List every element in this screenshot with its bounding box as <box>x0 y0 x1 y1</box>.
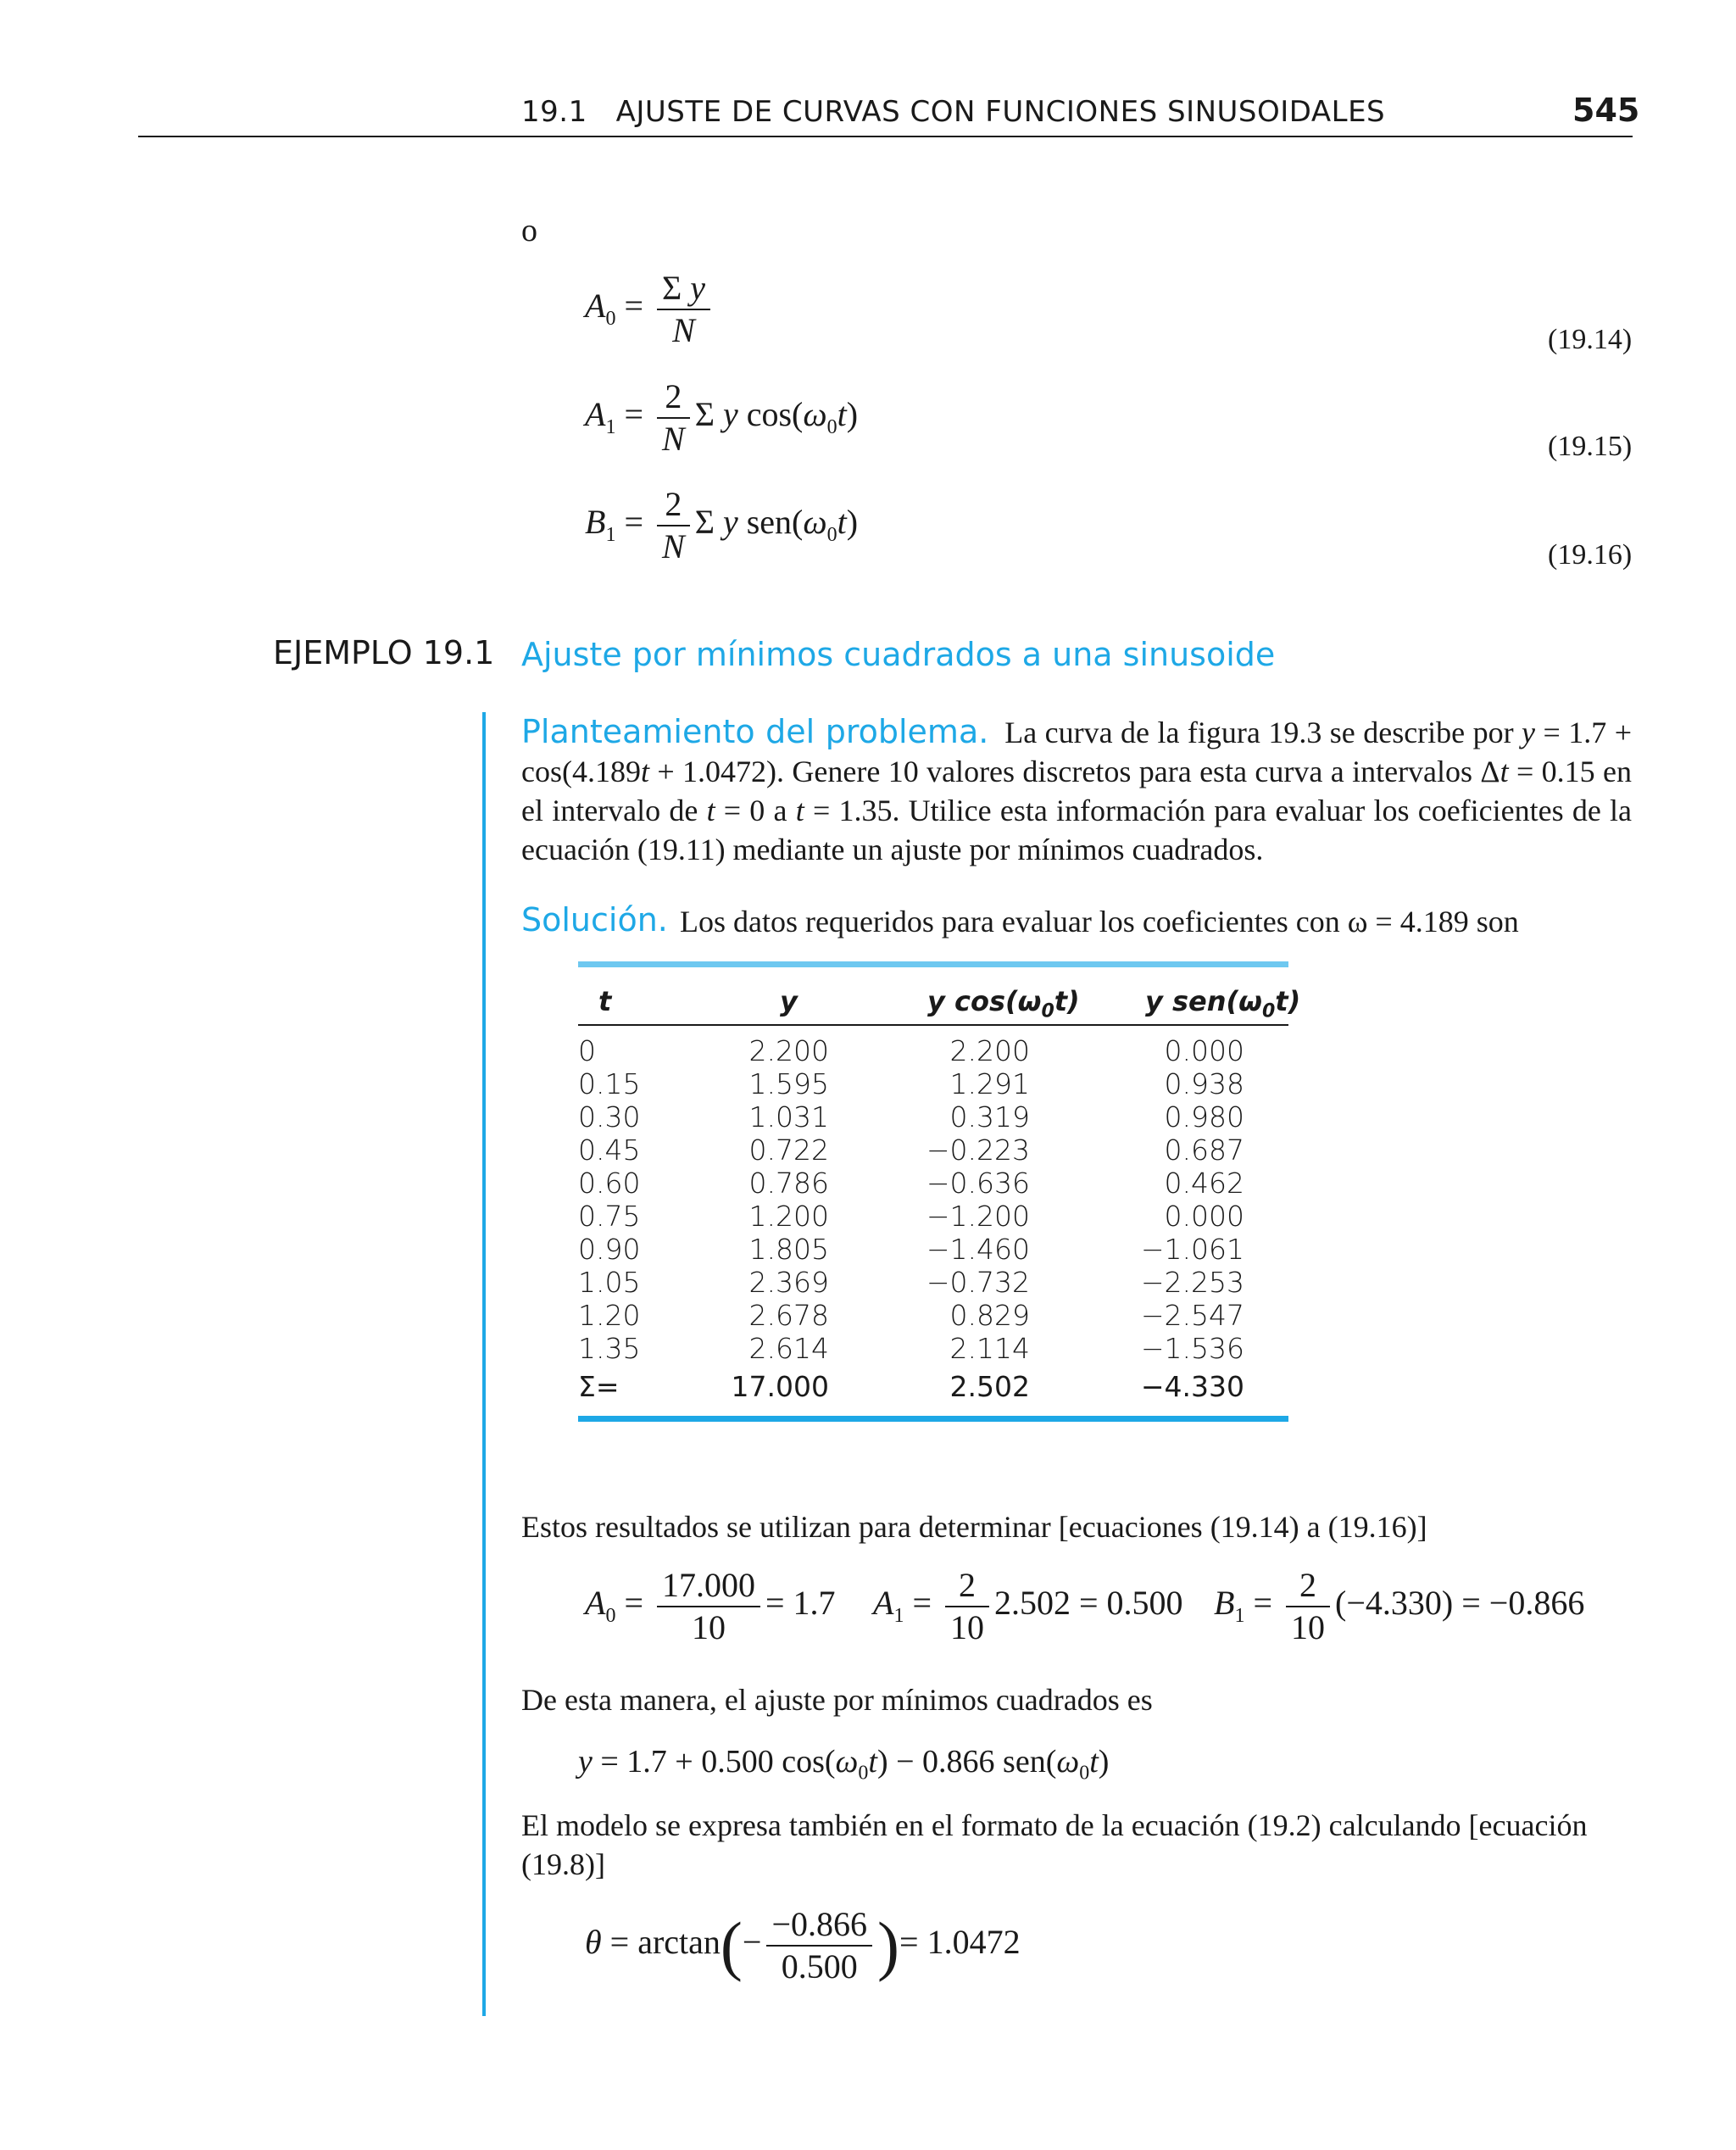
table-header-y: y <box>780 985 798 1017</box>
table-cell: 2.114 <box>949 1332 1030 1365</box>
table-row <box>578 1200 1244 1233</box>
model-intro: El modelo se expresa también en el formato de la ecuación (19.2) calculando [ecuación (19.8)] <box>521 1808 1588 1881</box>
result-a1: $A_1$ = $\frac{2}{10}$ 2.502 = 0.500 <box>873 1566 1183 1646</box>
table-header-rule <box>578 1024 1288 1026</box>
page-number: 545 <box>1572 92 1640 129</box>
table-cell: 0.938 <box>1164 1067 1244 1100</box>
example-label: EJEMPLO 19.1 <box>273 634 495 671</box>
table-cell: 0.30 <box>578 1100 641 1133</box>
table-sum-ycos: 2.502 <box>949 1370 1030 1403</box>
table-cell: 0.319 <box>949 1100 1030 1133</box>
table-cell: 0.687 <box>1164 1133 1244 1167</box>
table-row <box>578 1067 1244 1100</box>
equation-a0: $A_0$ = $\frac{\text{Σ y}}{N}$ <box>585 270 715 349</box>
equation-a1: $A_1$ = $\frac{2}{N}$ Σ y $\cos(\omega_0t)$ <box>585 377 859 458</box>
fit-intro: De esta manera, el ajuste por mínimos cuadrados es <box>521 1683 1153 1717</box>
header-rule <box>138 136 1633 137</box>
table-cell: 0.462 <box>1164 1167 1244 1200</box>
table-cell: 1.805 <box>748 1233 829 1266</box>
result-b1: $B_1$ = $\frac{2}{10}$ (−4.330) = −0.866 <box>1214 1566 1585 1646</box>
table-row <box>578 1034 1244 1067</box>
result-a0: $A_0$ = $\frac{17.000}{10}$ = 1.7 <box>585 1566 836 1646</box>
table-cell: 0.980 <box>1164 1100 1244 1133</box>
table-cell: 0.786 <box>748 1167 829 1200</box>
table-row <box>578 1233 1244 1266</box>
table-row <box>578 1167 1244 1200</box>
table-cell: 2.200 <box>949 1034 1030 1067</box>
table-cell: 1.20 <box>578 1299 641 1332</box>
table-header-ycos: y $\cos(\omega_0t)$ <box>927 985 1080 1022</box>
table-row <box>578 1299 1244 1332</box>
table-cell: 1.595 <box>748 1067 829 1100</box>
equation-number-15: (19.15) <box>1548 431 1633 462</box>
table-cell: −1.460 <box>926 1233 1030 1266</box>
example-side-bar <box>482 712 486 2016</box>
running-header: 19.1 AJUSTE DE CURVAS CON FUNCIONES SINUSOIDALES <box>521 95 1386 129</box>
table-cell: 2.369 <box>748 1266 829 1299</box>
table-cell: 0.75 <box>578 1200 641 1233</box>
table-row <box>578 1266 1244 1299</box>
table-sum-label: Σ= <box>578 1370 620 1403</box>
example-title: Ajuste por mínimos cuadrados a una sinusoide <box>521 636 1276 673</box>
connector-text: o <box>521 213 537 248</box>
problem-heading: Planteamiento del problema. <box>521 713 989 750</box>
table-cell: −2.547 <box>1140 1299 1244 1332</box>
theta-equation: θ = arctan(− $\frac{-0.866}{0.500}$ )= 1.0472 <box>585 1905 1021 1986</box>
table-cell: 0.90 <box>578 1233 641 1266</box>
table-cell: 1.200 <box>748 1200 829 1233</box>
table-row <box>578 1133 1244 1167</box>
table-top-rule <box>578 961 1288 967</box>
table-bottom-rule <box>578 1416 1288 1422</box>
table-sum-y: 17.000 <box>731 1370 829 1403</box>
table-cell: 1.291 <box>949 1067 1030 1100</box>
solution-text: Los datos requeridos para evaluar los coeficientes con ω = 4.189 son <box>680 905 1519 939</box>
table-row <box>578 1100 1244 1133</box>
table-sum-ysen: −4.330 <box>1140 1370 1244 1403</box>
table-cell: 1.031 <box>748 1100 829 1133</box>
table-cell: 0.000 <box>1164 1034 1244 1067</box>
table-cell: 1.35 <box>578 1332 641 1365</box>
table-header-t: t <box>598 985 612 1017</box>
table-header-ysen: y $sen(\omega_0t)$ <box>1145 985 1301 1022</box>
table-cell: −0.636 <box>926 1167 1030 1200</box>
results-intro: Estos resultados se utilizan para determinar [ecuaciones (19.14) a (19.16)] <box>521 1510 1427 1544</box>
table-cell: 0.000 <box>1164 1200 1244 1233</box>
table-cell: −1.536 <box>1140 1332 1244 1365</box>
table-cell: 0.15 <box>578 1067 641 1100</box>
table-cell: 2.614 <box>748 1332 829 1365</box>
fitted-model: y = 1.7 + 0.500 $\cos(\omega_0t) - 0.866$ $sen(\omega_0t)$ <box>578 1744 1110 1785</box>
table-cell: 0.60 <box>578 1167 641 1200</box>
table-cell: −1.200 <box>926 1200 1030 1233</box>
solution-heading: Solución. <box>521 901 668 939</box>
table-cell: 1.05 <box>578 1266 641 1299</box>
table-cell: −2.253 <box>1140 1266 1244 1299</box>
table-cell: 0.45 <box>578 1133 641 1167</box>
table-cell: −0.732 <box>926 1266 1030 1299</box>
table-cell: 0.829 <box>949 1299 1030 1332</box>
equation-number-14: (19.14) <box>1548 324 1633 355</box>
table-cell: 0 <box>578 1034 596 1067</box>
table-cell: −1.061 <box>1140 1233 1244 1266</box>
table-cell: 2.678 <box>748 1299 829 1332</box>
problem-statement: Planteamiento del problema. La curva de la figura 19.3 se describe por y = 1.7 + cos(4.189t + 1.0472). Genere 10 valores discretos para esta curva a intervalos Δt = 0.15 en el intervalo de t = 0 a t = 1.35. Utilice esta información para evaluar los coeficientes de la ecuación (19.11) mediante un ajuste por mínimos cuadrados. <box>521 713 1632 866</box>
table-cell: 0.722 <box>748 1133 829 1167</box>
data-table <box>578 1034 1244 1365</box>
equation-b1: $B_1$ = $\frac{2}{N}$ Σ y $sen(\omega_0t)$ <box>585 485 859 565</box>
equation-number-16: (19.16) <box>1548 539 1633 571</box>
table-cell: 2.200 <box>748 1034 829 1067</box>
table-cell: −0.223 <box>926 1133 1030 1167</box>
table-row <box>578 1332 1244 1365</box>
